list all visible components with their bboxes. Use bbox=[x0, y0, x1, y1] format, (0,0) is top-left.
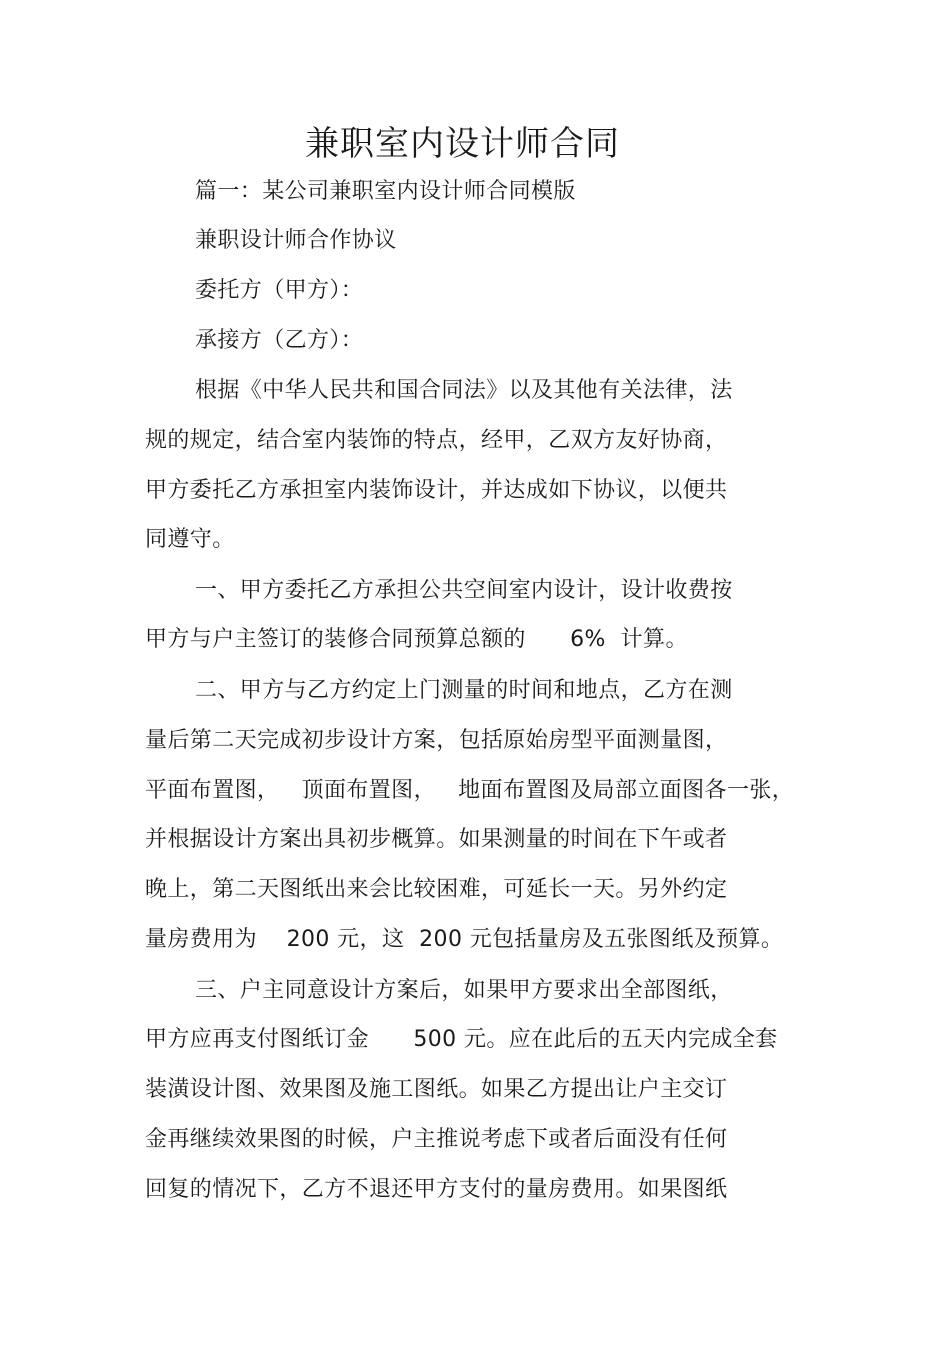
paragraph-line: 同遵守。 bbox=[145, 527, 235, 552]
paragraph-line: 规的规定，结合室内装饰的特点，经甲，乙双方友好协商， bbox=[145, 428, 728, 453]
subtitle: 篇一：某公司兼职室内设计师合同模版 bbox=[195, 179, 576, 204]
paragraph-line: 晚上，第二天图纸出来会比较困难，可延长一天。另外约定 bbox=[145, 877, 728, 902]
paragraph-line: 根据《中华人民共和国合同法》以及其他有关法律，法 bbox=[195, 378, 733, 403]
paragraph-line: 三、户主同意设计方案后，如果甲方要求出全部图纸， bbox=[195, 978, 733, 1003]
paragraph-line: 甲方与户主签订的装修合同预算总额的 6% 计算。 bbox=[145, 627, 688, 652]
paragraph-line: 甲方应再支付图纸订金 500 元。应在此后的五天内完成全套 bbox=[145, 1027, 778, 1052]
paragraph-line: 量后第二天完成初步设计方案，包括原始房型平面测量图， bbox=[145, 728, 728, 753]
page-title: 兼职室内设计师合同 bbox=[305, 124, 620, 164]
party-b-label: 承接方（乙方）： bbox=[195, 328, 364, 353]
paragraph-line: 二、甲方与乙方约定上门测量的时间和地点，乙方在测 bbox=[195, 678, 733, 703]
agreement-heading: 兼职设计师合作协议 bbox=[195, 228, 397, 253]
paragraph-line: 并根据设计方案出具初步概算。如果测量的时间在下午或者 bbox=[145, 827, 728, 852]
paragraph-line: 回复的情况下，乙方不退还甲方支付的量房费用。如果图纸 bbox=[145, 1177, 728, 1202]
paragraph-line: 一、甲方委托乙方承担公共空间室内设计，设计收费按 bbox=[195, 578, 733, 603]
paragraph-line: 量房费用为 200 元，这 200 元包括量房及五张图纸及预算。 bbox=[145, 927, 784, 952]
paragraph-line: 装潢设计图、效果图及施工图纸。如果乙方提出让户主交订 bbox=[145, 1077, 728, 1102]
paragraph-line: 平面布置图， 顶面布置图， 地面布置图及局部立面图各一张， bbox=[145, 778, 795, 803]
party-a-label: 委托方（甲方）： bbox=[195, 278, 364, 303]
paragraph-line: 甲方委托乙方承担室内装饰设计，并达成如下协议，以便共 bbox=[145, 478, 728, 503]
paragraph-line: 金再继续效果图的时候，户主推说考虑下或者后面没有任何 bbox=[145, 1127, 728, 1152]
